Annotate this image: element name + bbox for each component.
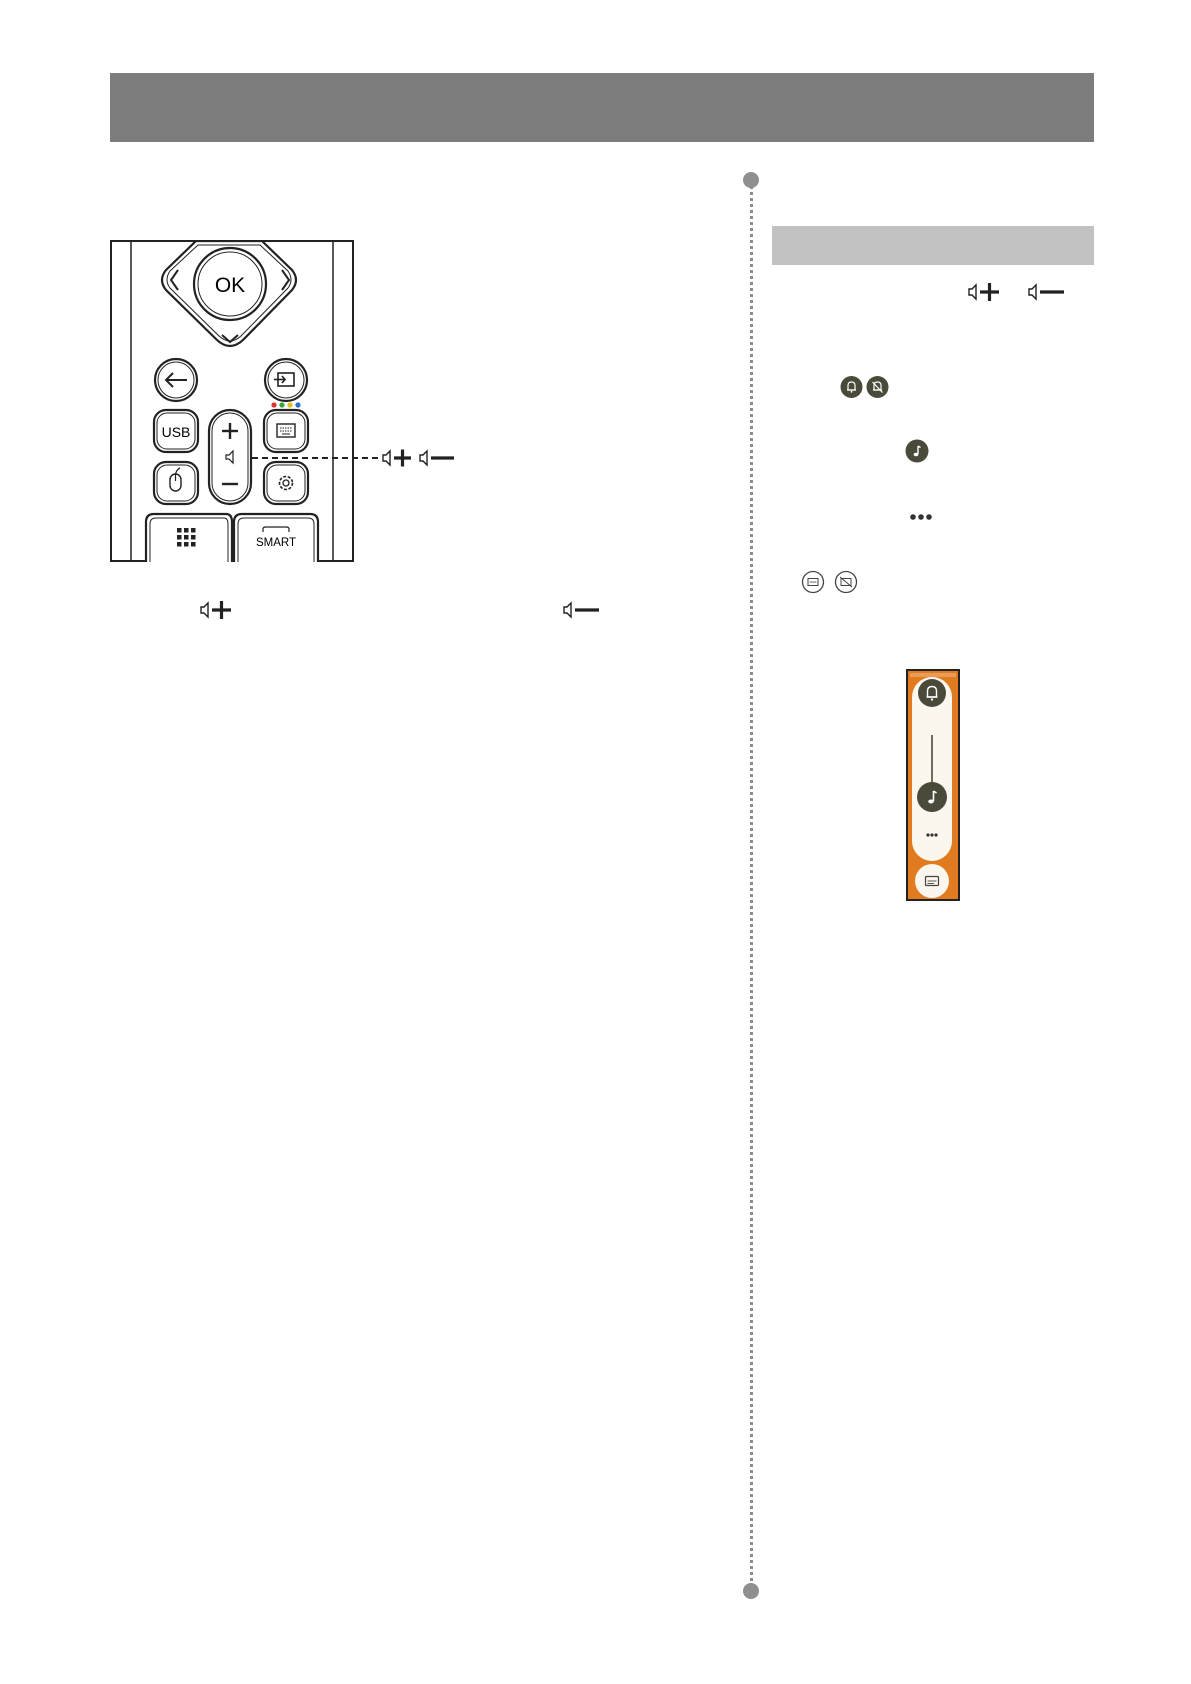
volume-callout-line xyxy=(252,457,378,459)
volume-callout-icons xyxy=(382,446,456,470)
more-dots-icon[interactable] xyxy=(926,833,937,836)
bell-icons-pair xyxy=(840,375,890,399)
input-source-button[interactable] xyxy=(265,359,307,401)
bell-off-icon xyxy=(867,376,889,398)
captions-icon xyxy=(803,572,824,593)
captions-icon[interactable] xyxy=(915,864,949,898)
mouse-button[interactable] xyxy=(154,462,198,504)
remote-control-illustration xyxy=(110,240,354,562)
usb-button[interactable] xyxy=(154,410,198,452)
usb-label: USB xyxy=(161,424,191,440)
volume-up-icon xyxy=(383,450,411,467)
music-note-icon xyxy=(905,439,929,463)
apps-button[interactable] xyxy=(146,514,232,562)
back-button[interactable] xyxy=(155,359,197,401)
keyboard-button[interactable] xyxy=(264,410,308,452)
section-subheader-bar xyxy=(772,226,1094,265)
smart-label: SMART xyxy=(255,537,297,549)
volume-down-icon xyxy=(1028,280,1066,304)
volume-panel-screenshot xyxy=(906,669,960,901)
volume-down-icon xyxy=(420,451,454,465)
more-dots-icon xyxy=(909,512,933,522)
ok-button[interactable] xyxy=(194,248,266,320)
column-divider xyxy=(750,180,753,1593)
captions-icons-pair xyxy=(801,570,859,594)
volume-up-icon xyxy=(968,280,1002,304)
header-bar xyxy=(110,73,1094,142)
smart-button[interactable] xyxy=(234,514,318,562)
volume-up-icon xyxy=(200,598,234,622)
divider-bottom-dot xyxy=(743,1583,759,1599)
bell-icon xyxy=(841,376,863,398)
ok-label: OK xyxy=(214,274,246,297)
settings-button[interactable] xyxy=(264,462,308,504)
divider-top-dot xyxy=(743,172,759,188)
grid-icon xyxy=(177,528,196,547)
volume-rocker[interactable] xyxy=(209,410,251,504)
captions-off-icon xyxy=(836,572,857,593)
bell-icon[interactable] xyxy=(918,679,946,707)
volume-down-icon xyxy=(563,598,601,622)
music-note-icon[interactable] xyxy=(917,782,947,812)
